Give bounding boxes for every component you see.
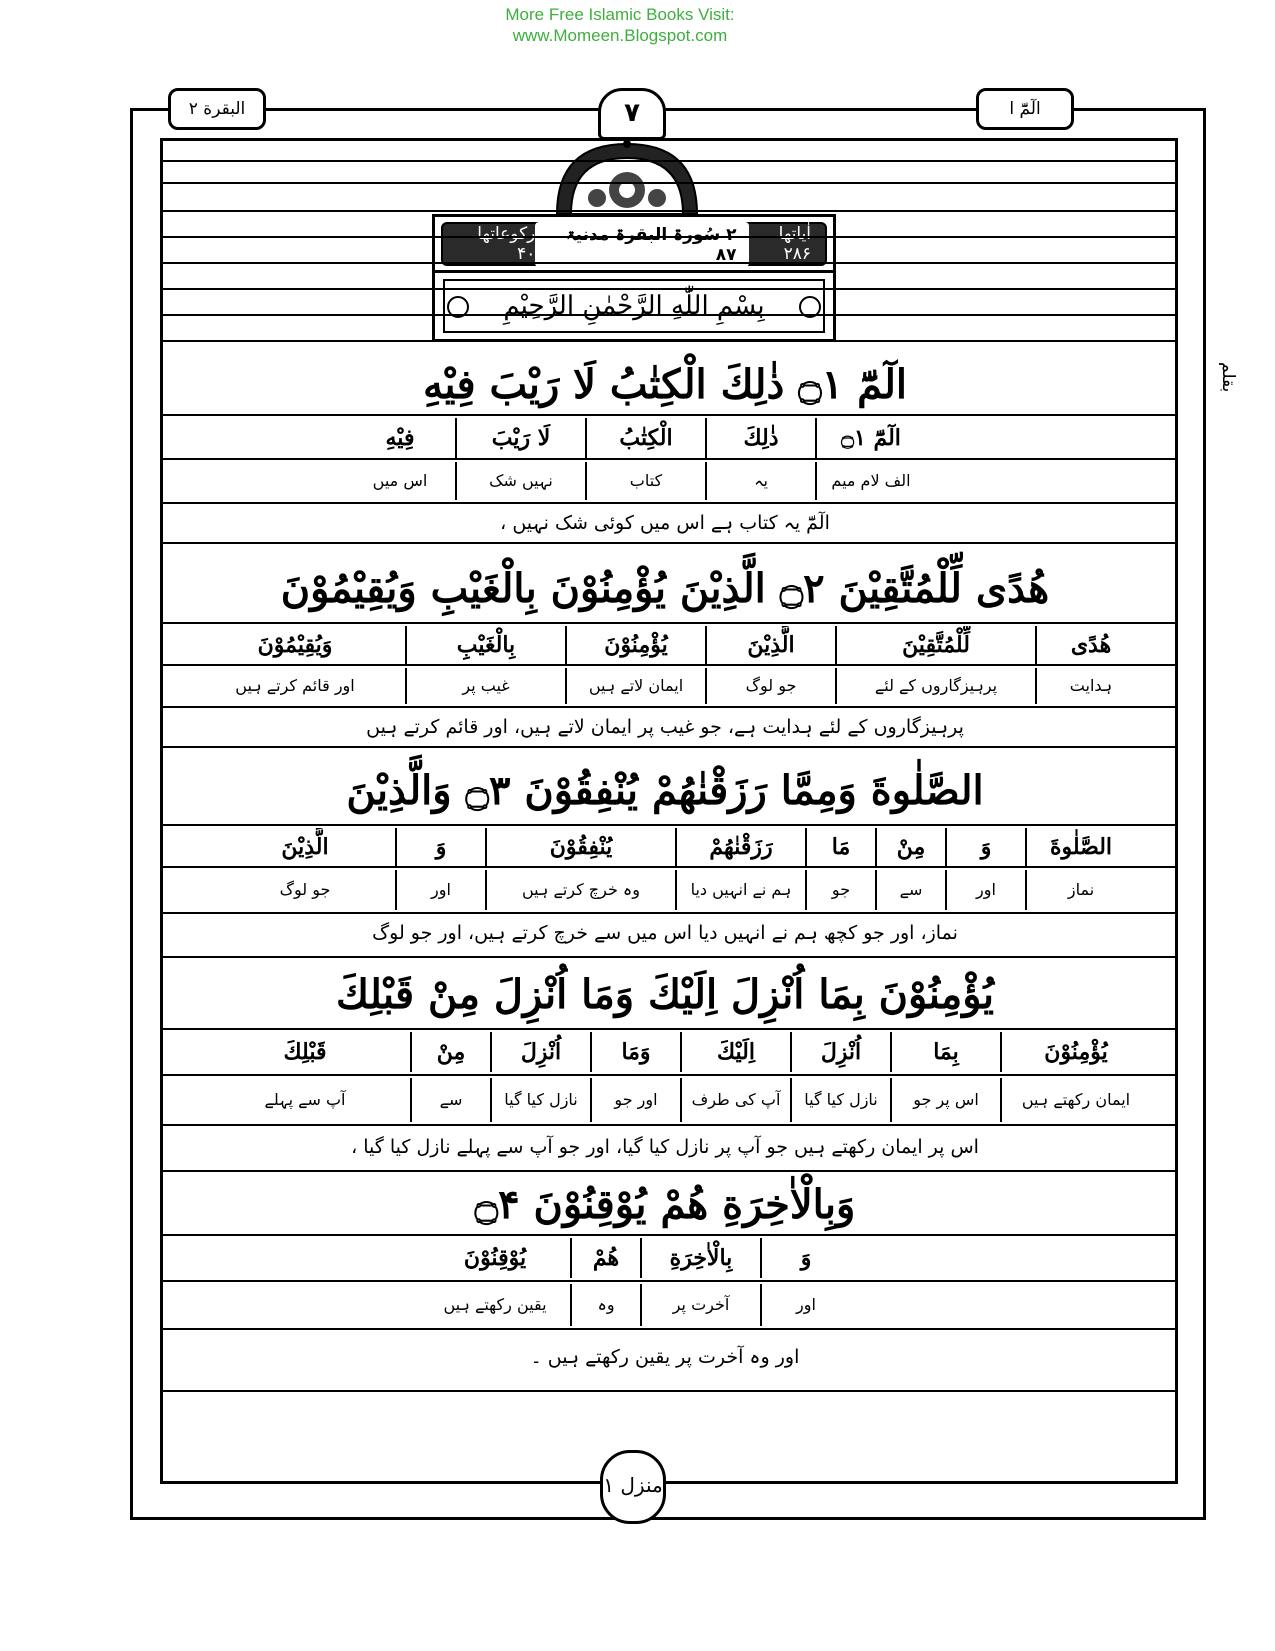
urdu-meaning: آخرت پر xyxy=(640,1284,760,1326)
urdu-meaning: سے xyxy=(875,870,945,910)
rule-line xyxy=(160,1390,1178,1392)
rule-line xyxy=(160,340,1178,342)
urdu-meaning: اور قائم کرتے ہیں xyxy=(235,676,355,695)
rule-line xyxy=(160,1280,1178,1282)
urdu-meaning: ہدایت xyxy=(1035,668,1145,704)
urdu-meaning: ایمان لاتے ہیں xyxy=(565,668,705,704)
arabic-word: وَ xyxy=(945,828,1025,866)
ayah-count: اٰیاتھا ۲۸۶ xyxy=(778,224,811,264)
urdu-meaning: آپ سے پہلے xyxy=(264,1090,346,1109)
urdu-meaning: اور xyxy=(395,870,485,910)
arabic-word: وَمَا xyxy=(590,1032,680,1072)
surah-label: البقرة ٢ xyxy=(168,88,266,130)
arabic-word: هُمْ xyxy=(570,1238,640,1278)
translation-line: پرہیزگاروں کے لئے ہدایت ہے، جو غیب پر ایمان لاتے ہیں، اور قائم کرتے ہیں xyxy=(366,716,964,738)
meaning-row xyxy=(345,462,925,500)
arabic-word: لَا رَيْبَ xyxy=(455,418,585,458)
translation-line: اس پر ایمان رکھتے ہیں جو آپ پر نازل کیا گیا، اور جو آپ سے پہلے نازل کیا گیا ، xyxy=(351,1136,979,1158)
arabic-word: وَيُقِيْمُوْنَ xyxy=(257,632,333,658)
rule-line xyxy=(160,288,1178,290)
urdu-meaning: جو لوگ xyxy=(705,668,835,704)
urdu-meaning: وہ خرچ کرتے ہیں xyxy=(485,870,675,910)
arabic-word: الَّذِيْنَ xyxy=(705,626,835,664)
rule-line xyxy=(160,160,1178,162)
rule-line xyxy=(160,912,1178,914)
ruku-count: رکوعاتھا ۴۰ xyxy=(477,224,536,264)
meaning-row xyxy=(185,668,1145,704)
translation-line: نماز، اور جو کچھ ہم نے انہیں دیا اس میں سے خرچ کرتے ہیں، اور جو لوگ xyxy=(372,922,958,944)
side-mark: بقلم xyxy=(1218,362,1238,393)
word-row xyxy=(420,1238,850,1278)
arabic-word: قَبْلِكَ xyxy=(283,1039,327,1065)
arabic-word: رَزَقْنٰهُمْ xyxy=(675,828,805,866)
meaning-row xyxy=(420,1284,850,1326)
rule-line xyxy=(160,1028,1178,1030)
rule-line xyxy=(160,622,1178,624)
arabic-word: فِيْهِ xyxy=(385,425,415,451)
arabic-word: بِالْغَيْبِ xyxy=(405,626,565,664)
promo-line-1: More Free Islamic Books Visit: xyxy=(505,5,735,24)
arabic-word: وَ xyxy=(395,828,485,866)
urdu-meaning: غیب پر xyxy=(405,668,565,704)
rule-line xyxy=(160,182,1178,184)
rule-line xyxy=(160,314,1178,316)
translation-line: اور وہ آخرت پر یقین رکھتے ہیں ۔ xyxy=(530,1346,800,1368)
arabic-word: بِالْاٰخِرَةِ xyxy=(640,1238,760,1278)
arabic-word: هُدًى xyxy=(1035,626,1145,664)
rule-line xyxy=(160,1074,1178,1076)
arabic-word: مِنْ xyxy=(875,828,945,866)
urdu-meaning: جو xyxy=(805,870,875,910)
rule-line xyxy=(160,746,1178,748)
arabic-word: الصَّلٰوةَ xyxy=(1025,828,1135,866)
arabic-word: الَّذِيْنَ xyxy=(281,834,329,860)
verse-line: الٓمّٓ ۝۱ ذٰلِكَ الْكِتٰبُ لَا رَيْبَ فِيْهِ xyxy=(422,361,908,408)
verse-line: يُؤْمِنُوْنَ بِمَا اُنْزِلَ اِلَيْكَ وَمَا اُنْزِلَ مِنْ قَبْلِكَ xyxy=(335,971,995,1018)
arabic-word: اُنْزِلَ xyxy=(790,1032,890,1072)
rule-line xyxy=(160,1170,1178,1172)
verse-line: الصَّلٰوةَ وَمِمَّا رَزَقْنٰهُمْ يُنْفِقُوْنَ ۝۳ وَالَّذِيْنَ xyxy=(346,767,984,814)
urdu-meaning: اور xyxy=(945,870,1025,910)
rule-line xyxy=(160,824,1178,826)
promo-link[interactable]: www.Momeen.Blogspot.com xyxy=(512,26,728,45)
dome-ornament-icon xyxy=(553,140,701,214)
translation-line: الٓمّٓ یہ کتاب ہے اس میں کوئی شک نہیں ، xyxy=(500,512,830,534)
urdu-meaning: اور جو xyxy=(590,1078,680,1122)
arabic-word: لِّلْمُتَّقِيْنَ xyxy=(835,626,1035,664)
urdu-meaning: نازل کیا گیا xyxy=(490,1078,590,1122)
rule-line xyxy=(160,866,1178,868)
word-row xyxy=(185,626,1145,664)
urdu-meaning: ایمان رکھتے ہیں xyxy=(1000,1078,1150,1122)
arabic-word: يُؤْمِنُوْنَ xyxy=(565,626,705,664)
urdu-meaning: نہیں شک xyxy=(455,462,585,500)
meaning-row xyxy=(200,1078,1150,1122)
manzil-badge: منزل ۱ xyxy=(600,1450,666,1524)
arabic-word: اُنْزِلَ xyxy=(490,1032,590,1072)
page-number: ٧ xyxy=(598,88,666,140)
arabic-word: يُوْقِنُوْنَ xyxy=(463,1245,527,1271)
urdu-meaning: اور xyxy=(760,1284,850,1326)
urdu-meaning: اس میں xyxy=(372,471,428,490)
word-row xyxy=(215,828,1135,866)
word-row xyxy=(345,418,925,458)
urdu-meaning: یہ xyxy=(705,462,815,500)
rule-line xyxy=(160,1328,1178,1330)
rule-line xyxy=(160,542,1178,544)
urdu-meaning: الف لام میم xyxy=(815,462,925,500)
meaning-row xyxy=(215,870,1135,910)
urdu-meaning: سے xyxy=(410,1078,490,1122)
arabic-word: بِمَا xyxy=(890,1032,1000,1072)
urdu-meaning: اس پر جو xyxy=(890,1078,1000,1122)
rule-line xyxy=(160,956,1178,958)
urdu-meaning: پرہیزگاروں کے لئے xyxy=(835,668,1035,704)
verse-line: وَبِالْاٰخِرَةِ هُمْ يُوْقِنُوْنَ ۝۴ xyxy=(474,1181,856,1228)
surah-header xyxy=(432,214,836,274)
word-row xyxy=(200,1032,1150,1072)
urdu-meaning: وہ xyxy=(570,1284,640,1326)
arabic-word: يُنْفِقُوْنَ xyxy=(485,828,675,866)
rule-line xyxy=(160,414,1178,416)
bismillah-band xyxy=(432,270,836,342)
surah-title: ۲ سُورۃ البقرۃ مدنیۃ ۸۷ xyxy=(535,222,748,267)
arabic-word: الْكِتٰبُ xyxy=(585,418,705,458)
juz-label: الٓمّٓ ا xyxy=(976,88,1074,130)
arabic-word: الٓمّٓ ۝۱ xyxy=(815,418,925,458)
rule-line xyxy=(160,664,1178,666)
arabic-word: اِلَيْكَ xyxy=(680,1032,790,1072)
urdu-meaning: ہم نے انہیں دیا xyxy=(675,870,805,910)
rule-line xyxy=(160,236,1178,238)
arabic-word: وَ xyxy=(760,1238,850,1278)
urdu-meaning: نماز xyxy=(1025,870,1135,910)
rule-line xyxy=(160,1124,1178,1126)
urdu-meaning: یقین رکھتے ہیں xyxy=(443,1295,547,1314)
urdu-meaning: آپ کی طرف xyxy=(680,1078,790,1122)
urdu-meaning: جو لوگ xyxy=(279,880,331,899)
rule-line xyxy=(160,458,1178,460)
arabic-word: ذٰلِكَ xyxy=(705,418,815,458)
arabic-word: مِنْ xyxy=(410,1032,490,1072)
rule-line xyxy=(160,262,1178,264)
rule-line xyxy=(160,706,1178,708)
bismillah: بِسْمِ اللّٰهِ الرَّحْمٰنِ الرَّحِيْمِ xyxy=(503,291,765,321)
rule-line xyxy=(160,210,1178,212)
urdu-meaning: کتاب xyxy=(585,462,705,500)
arabic-word: مَا xyxy=(805,828,875,866)
rule-line xyxy=(160,502,1178,504)
arabic-word: يُؤْمِنُوْنَ xyxy=(1000,1032,1150,1072)
rule-line xyxy=(160,1234,1178,1236)
verse-line: هُدًى لِّلْمُتَّقِيْنَ ۝۲ الَّذِيْنَ يُؤْمِنُوْنَ بِالْغَيْبِ وَيُقِيْمُوْنَ xyxy=(280,565,1050,612)
promo-text xyxy=(0,4,1240,46)
urdu-meaning: نازل کیا گیا xyxy=(790,1078,890,1122)
